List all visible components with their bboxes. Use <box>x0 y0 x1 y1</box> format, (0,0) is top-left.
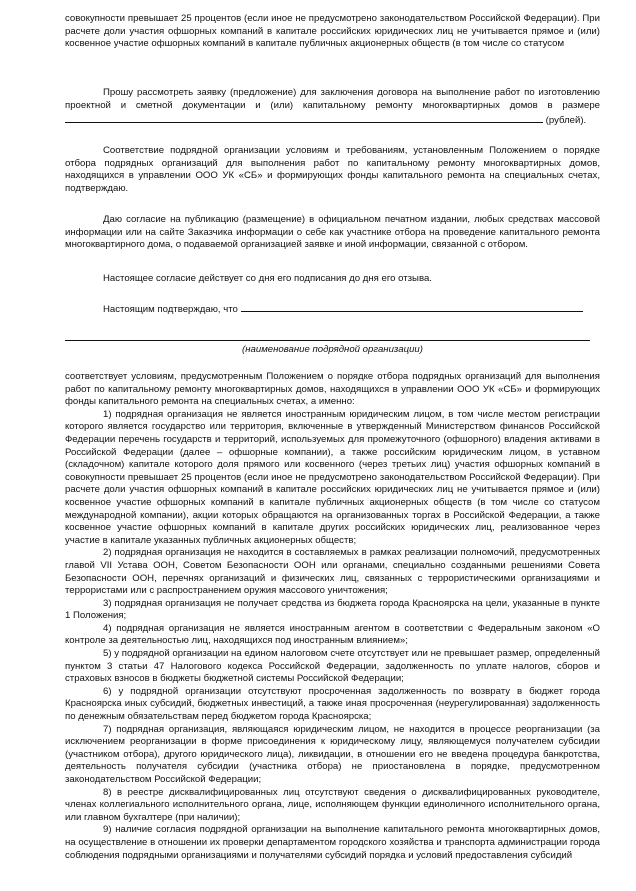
request-text: Прошу рассмотреть заявку (предложение) для заключения договора на выполнение работ по изготовлению проектной и сметной документации и (или) капитальному ремонту многоквартирных домов в размере <box>65 87 600 111</box>
validity-paragraph <box>65 273 600 286</box>
org-caption: (наименование подрядной организации) <box>242 344 423 355</box>
list-item: 7) подрядная организация, являющаяся юридическим лицом, не находится в процессе реорганизации (за исключением реорганизации в форме присоединения к юридическому лицу, являющемуся получателем субсидии (участником отбора), другого юридического лица), ликвидации, в отношении его не введена процедура банкротства, деятельность получателя субсидии (участника отбора) не приостановлена в порядке, предусмотренном законодательством Российской Федерации; <box>65 723 600 785</box>
compliance-paragraph <box>65 145 600 195</box>
list-item: 1) подрядная организация не является иностранным юридическим лицом, в том числе местом регистрации которого является государство или территория, включенные в утвержденный Министерством финансов Российской Федерации перечень государств и территорий, используемых для промежуточного (офшорного) владения активами в Российской Федерации (далее – офшорные компании), а также российским юридическим лицом, в уставном (складочном) капитале которого доля прямого или косвенного (через третьих лиц) участия офшорных компаний в совокупности превышает 25 процентов (если иное не предусмотрено законодательством Российской Федерации). При расчете доли участия офшорных компаний в капитале российских юридических лиц не учитывается прямое и (или) косвенное участие офшорных компаний в капитале публичных акционерных обществ (в том числе со статусом международной компании), акции которых обращаются на организованных торгах в Российской Федерации, а также косвенное участие офшорных компаний в капитале других российских юридических лиц, реализованное через участие в капитале указанных публичных акционерных обществ; <box>65 408 600 546</box>
org-caption-block <box>65 344 600 357</box>
list-item: 9) наличие согласия подрядной организации на выполнение капитального ремонта многоквартирных домов, на осуществление в отношении их проверки департаментом городского хозяйства и транспорта администрации города соблюдения подрядными организациями и получателями субсидий порядка и условий предоставления субсидий <box>65 824 600 861</box>
confirm-label: Настоящим подтверждаю, что <box>103 304 238 315</box>
list-item: 3) подрядная организация не получает средства из бюджета города Красноярска на цели, указанные в пункте 1 Положения; <box>65 597 600 622</box>
org-name-field[interactable] <box>241 301 583 312</box>
list-item: 6) у подрядной организации отсутствуют просроченная задолженность по возврату в бюджет города Красноярска иных субсидий, бюджетных инвестиций, а также иная просроченная (неурегулированная) задолженность по денежным обязательствам перед бюджетом города Красноярска; <box>65 685 600 723</box>
rubles-label: (рублей). <box>545 115 587 127</box>
compliance-text: Соответствие подрядной организации условиям и требованиям, установленным Положением о порядке отбора подрядных организаций для выполнения работ по капитальному ремонту многоквартирных домов, находящихся в управлении ООО УК «СБ» и формирующих фонды капитального ремонта на специальных счетах, подтверждаю. <box>65 145 600 194</box>
list-item: 8) в реестре дисквалифицированных лиц отсутствуют сведения о дисквалифицированных руководителе, членах коллегиального исполнительного органа, лице, исполняющем функции единоличного исполнительного органа, или главном бухгалтере (при наличии); <box>65 786 600 823</box>
list-item: 2) подрядная организация не находится в составляемых в рамках реализации полномочий, предусмотренных главой VII Устава ООН, Советом Безопасности ООН или органами, специально созданными решениями Совета Безопасности ООН, перечнях организаций и физических лиц, связанных с террористическими организациями и террористами или с распространением оружия массового уничтожения; <box>65 547 600 597</box>
consent-paragraph <box>65 214 600 252</box>
confirm-paragraph <box>65 301 600 317</box>
validity-text: Настоящее согласие действует со дня его подписания до дня его отзыва. <box>103 273 432 284</box>
top-fragment-text: совокупности превышает 25 процентов (если иное не предусмотрено законодательством Российской Федерации). При расчете доли участия офшорных компаний в капитале российских юридических лиц не учитывается прямое и (или) косвенное участие офшорных компаний в капитале публичных акционерных обществ (в том числе со статусом <box>65 13 600 50</box>
top-fragment <box>65 13 600 51</box>
amount-field[interactable] <box>65 112 543 123</box>
consent-text: Даю согласие на публикацию (размещение) в официальном печатном издании, любых средствах массовой информации или на сайте Заказчика информации о себе как участнике отбора на проведение капитального ремонта многоквартирного дома, о подаваемой организацией заявке и иной информации, связанной с отбором. <box>65 214 600 251</box>
list-item: 4) подрядная организация не является иностранным агентом в соответствии с Федеральным законом «О контроле за деятельностью лиц, находящихся под иностранным влиянием»; <box>65 622 600 647</box>
request-paragraph <box>65 87 600 128</box>
conditions-intro: соответствует условиям, предусмотренным Положением о порядке отбора подрядных организаций для выполнения работ по капитальному ремонту многоквартирных домов, находящихся в управлении ООО УК «СБ» и формирующих фонды капитального ремонта на специальных счетах, а именно: <box>65 371 600 408</box>
org-name-line[interactable] <box>65 340 590 341</box>
conditions-list <box>65 371 600 862</box>
list-item: 5) у подрядной организации на едином налоговом счете отсутствует или не превышает размер, определенный пунктом 3 статьи 47 Налогового кодекса Российской Федерации, задолженность по уплате налогов, сборов и страховых взносов в бюджеты бюджетной системы Российской Федерации; <box>65 648 600 685</box>
